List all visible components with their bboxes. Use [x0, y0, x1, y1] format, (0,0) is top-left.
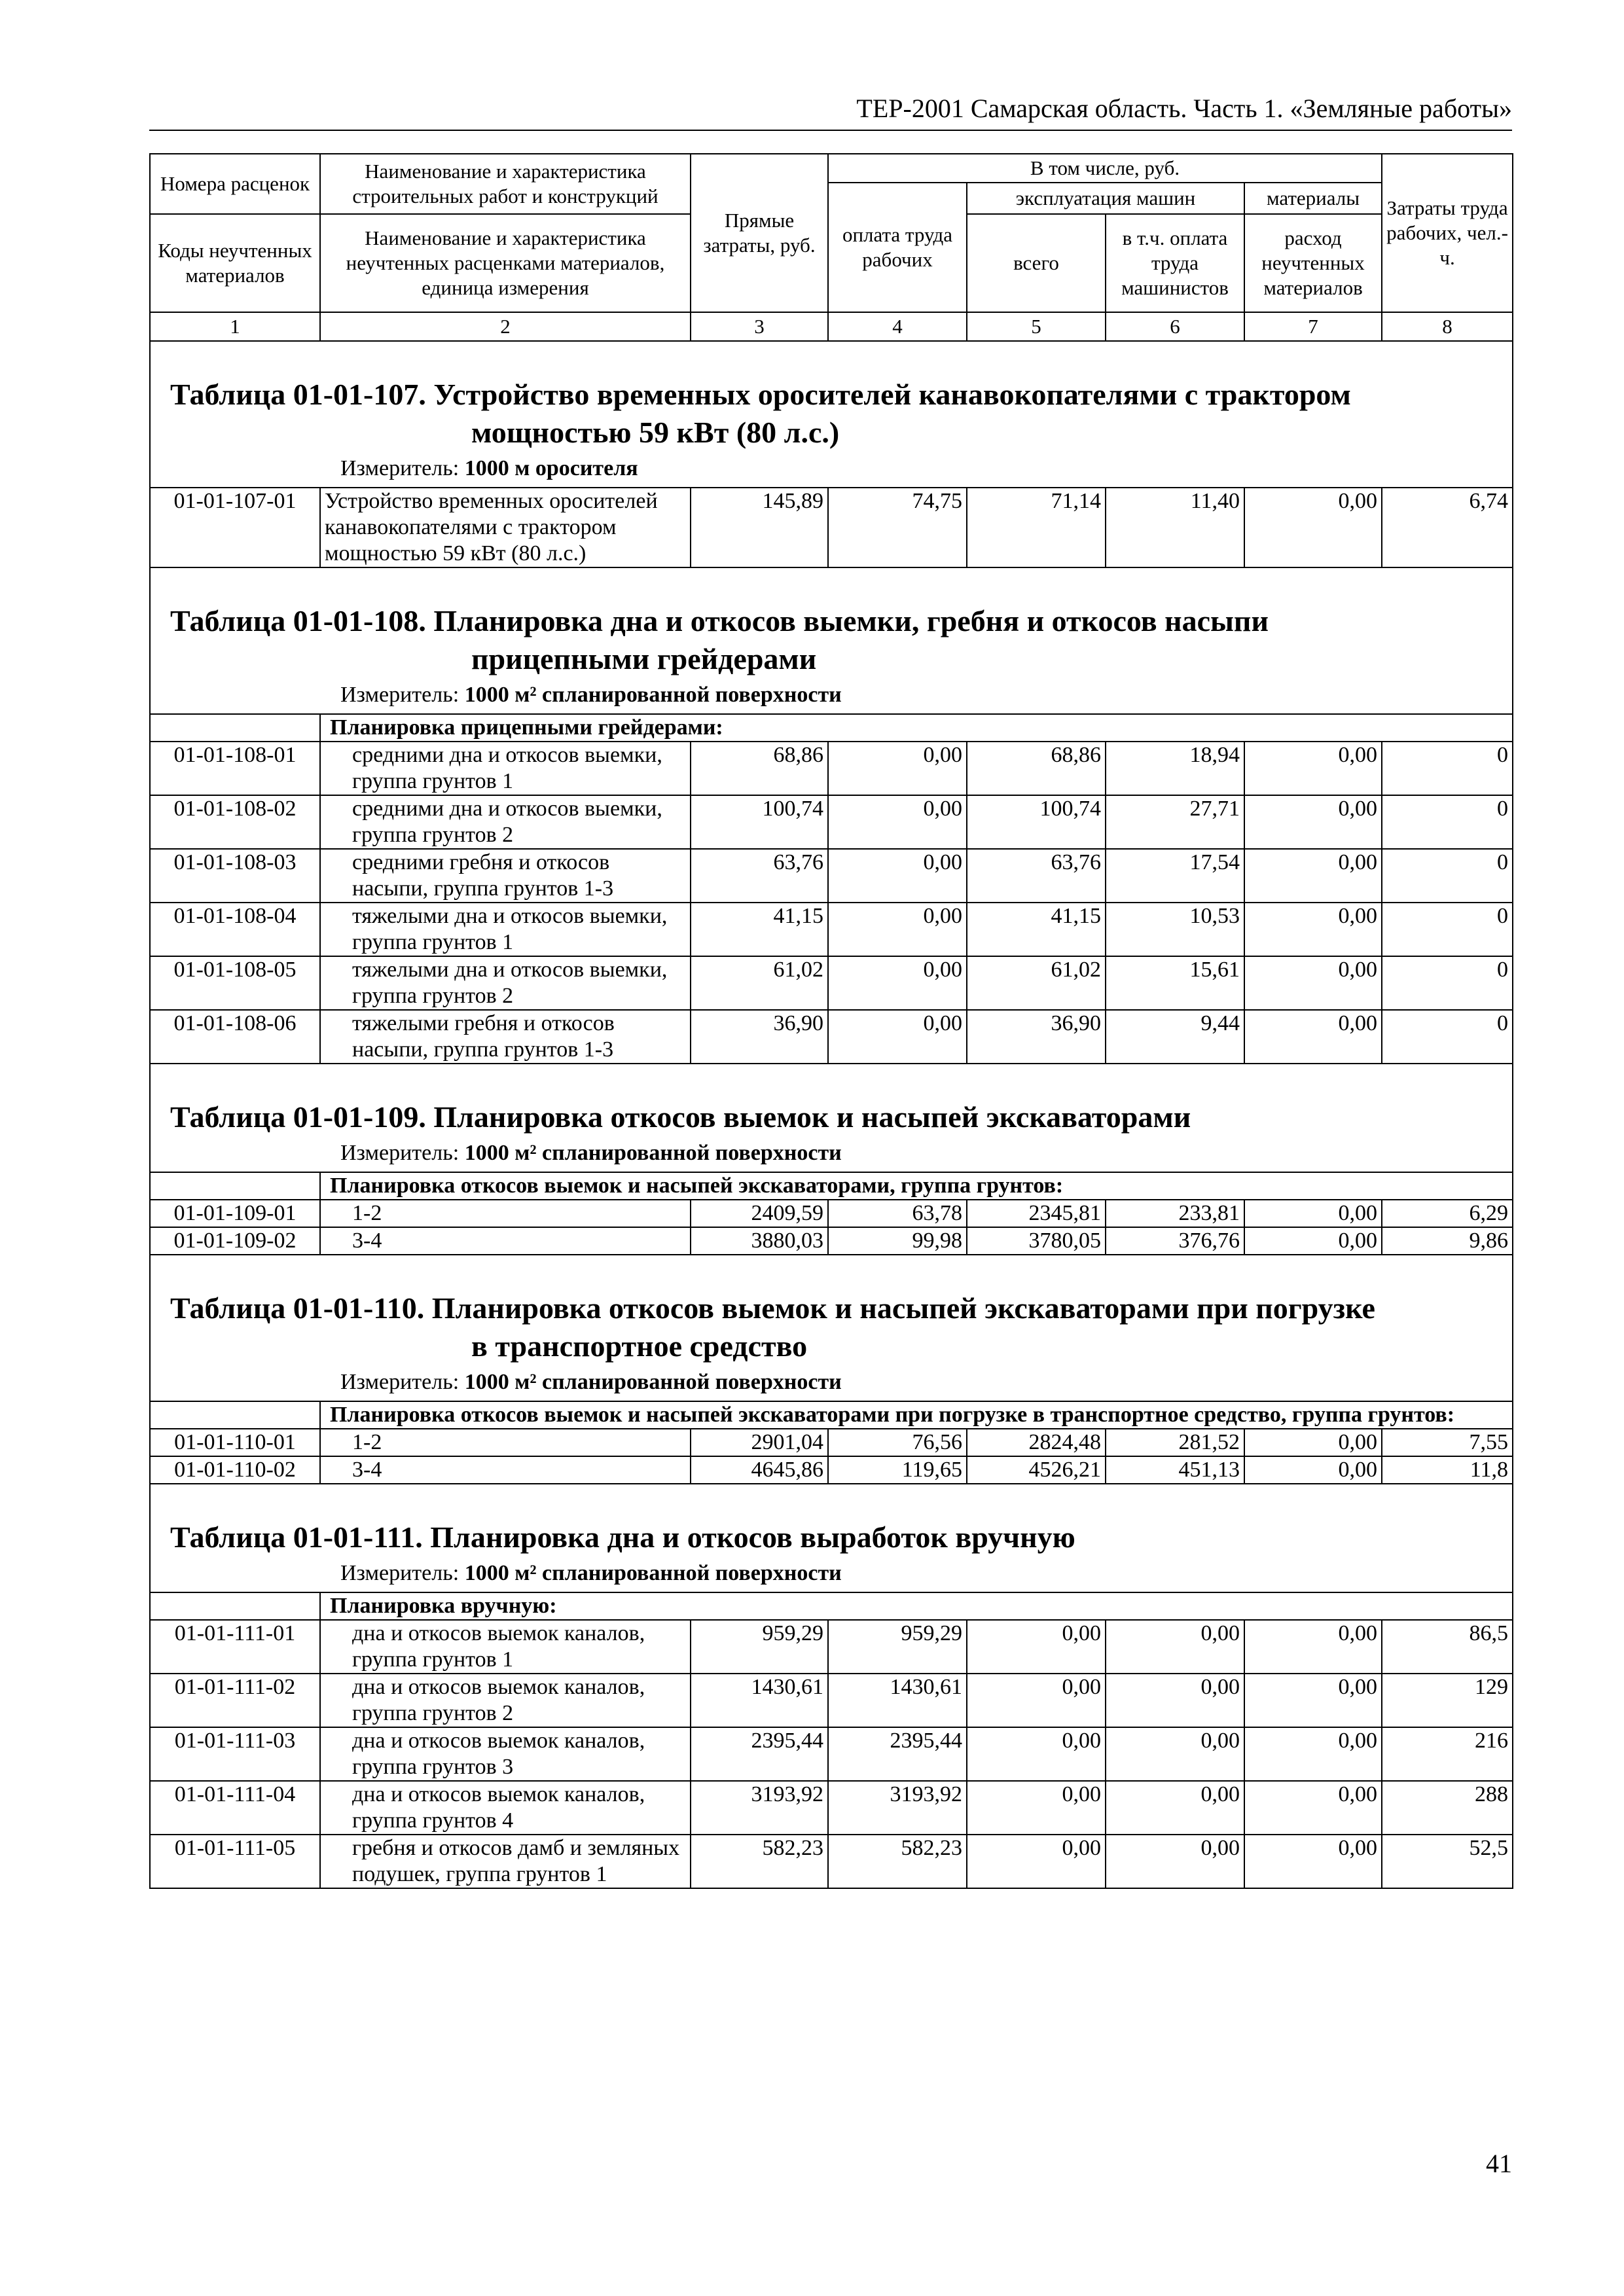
unit-value: 1000 м² спланированной поверхности	[464, 1141, 842, 1165]
value-c5: 0,00	[967, 1674, 1106, 1727]
section-header	[150, 341, 1513, 488]
value-c6: 18,94	[1106, 742, 1244, 795]
value-c4: 63,78	[828, 1200, 967, 1227]
work-description: 3-4	[320, 1456, 691, 1484]
value-c8: 0	[1382, 795, 1513, 849]
table-row	[150, 1781, 1513, 1835]
group-label: Планировка откосов выемок и насыпей экскаваторами при погрузке в транспортное средство, группа грунтов:	[320, 1401, 1513, 1429]
rate-code: 01-01-108-03	[150, 849, 320, 903]
rate-code: 01-01-111-01	[150, 1620, 320, 1674]
value-c5: 61,02	[967, 956, 1106, 1010]
value-c7: 0,00	[1244, 849, 1382, 903]
included-header: В том числе, руб.	[828, 154, 1382, 183]
group-row	[150, 1592, 1513, 1620]
value-c5: 71,14	[967, 488, 1106, 567]
value-c5: 63,76	[967, 849, 1106, 903]
section-title-continuation: прицепными грейдерами	[471, 642, 817, 675]
value-c8: 0	[1382, 849, 1513, 903]
value-c3: 145,89	[691, 488, 828, 567]
value-c5: 0,00	[967, 1727, 1106, 1781]
value-c7: 0,00	[1244, 903, 1382, 956]
work-description: дна и откосов выемок каналов, группа грунтов 2	[320, 1674, 691, 1727]
value-c7: 0,00	[1244, 1835, 1382, 1888]
col1-header-bottom: Коды неучтенных материалов	[150, 214, 320, 312]
value-c4: 0,00	[828, 742, 967, 795]
value-c6: 10,53	[1106, 903, 1244, 956]
value-c7: 0,00	[1244, 1456, 1382, 1484]
col8-header: Затраты труда рабочих, чел.-ч.	[1382, 154, 1513, 312]
section-title-text: Таблица 01-01-107. Устройство временных оросителей канавокопателями с трактором	[170, 378, 1351, 411]
group-label: Планировка откосов выемок и насыпей экскаваторами, группа грунтов:	[320, 1172, 1513, 1200]
section-header	[150, 1255, 1513, 1401]
section-title	[154, 1064, 1508, 1136]
value-c4: 3193,92	[828, 1781, 967, 1835]
table-header	[150, 154, 1513, 341]
value-c8: 216	[1382, 1727, 1513, 1781]
value-c8: 0	[1382, 956, 1513, 1010]
group-row	[150, 714, 1513, 742]
value-c6: 17,54	[1106, 849, 1244, 903]
table-row	[150, 795, 1513, 849]
value-c4: 76,56	[828, 1429, 967, 1456]
value-c3: 3193,92	[691, 1781, 828, 1835]
value-c4: 959,29	[828, 1620, 967, 1674]
table-row	[150, 903, 1513, 956]
table-row	[150, 1010, 1513, 1064]
value-c4: 0,00	[828, 1010, 967, 1064]
table-row	[150, 1835, 1513, 1888]
work-description: тяжелыми гребня и откосов насыпи, группа грунтов 1-3	[320, 1010, 691, 1064]
value-c6: 27,71	[1106, 795, 1244, 849]
value-c4: 119,65	[828, 1456, 967, 1484]
rate-code: 01-01-110-01	[150, 1429, 320, 1456]
table-row	[150, 1227, 1513, 1255]
value-c8: 9,86	[1382, 1227, 1513, 1255]
section-title-continuation: мощностью 59 кВт (80 л.с.)	[471, 416, 840, 449]
value-c7: 0,00	[1244, 742, 1382, 795]
group-row-empty	[150, 714, 320, 742]
work-description: тяжелыми дна и откосов выемки, группа грунтов 2	[320, 956, 691, 1010]
unit-label: Измеритель:	[340, 456, 465, 480]
value-c6: 376,76	[1106, 1227, 1244, 1255]
section-unit	[154, 1556, 1508, 1592]
section-header	[150, 1064, 1513, 1172]
work-description: дна и откосов выемок каналов, группа грунтов 1	[320, 1620, 691, 1674]
value-c8: 0	[1382, 903, 1513, 956]
section-header-cell	[150, 567, 1513, 714]
section-header-cell	[150, 1064, 1513, 1172]
col6-header: в т.ч. оплата труда машинистов	[1106, 214, 1244, 312]
value-c7: 0,00	[1244, 1620, 1382, 1674]
col-number: 1	[150, 312, 320, 341]
value-c7: 0,00	[1244, 1200, 1382, 1227]
section-header	[150, 567, 1513, 714]
col5-header: всего	[967, 214, 1106, 312]
work-description: дна и откосов выемок каналов, группа грунтов 4	[320, 1781, 691, 1835]
value-c5: 68,86	[967, 742, 1106, 795]
rate-code: 01-01-108-06	[150, 1010, 320, 1064]
unit-label: Измеритель:	[340, 1561, 465, 1585]
section-title-text: Таблица 01-01-109. Планировка откосов выемок и насыпей экскаваторами	[170, 1100, 1191, 1134]
work-description: Устройство временных оросителей канавокопателями с трактором мощностью 59 кВт (80 л.с.)	[320, 488, 691, 567]
value-c8: 6,29	[1382, 1200, 1513, 1227]
table-row	[150, 1429, 1513, 1456]
section-unit	[154, 452, 1508, 487]
table-row	[150, 1620, 1513, 1674]
value-c5: 0,00	[967, 1835, 1106, 1888]
value-c8: 0	[1382, 1010, 1513, 1064]
unit-value: 1000 м² спланированной поверхности	[464, 1561, 842, 1585]
value-c7: 0,00	[1244, 956, 1382, 1010]
work-description: дна и откосов выемок каналов, группа грунтов 3	[320, 1727, 691, 1781]
value-c6: 0,00	[1106, 1727, 1244, 1781]
unit-label: Измеритель:	[340, 1370, 465, 1394]
value-c4: 582,23	[828, 1835, 967, 1888]
machines-header: эксплуатация машин	[967, 183, 1244, 214]
work-description: 3-4	[320, 1227, 691, 1255]
value-c5: 41,15	[967, 903, 1106, 956]
rate-code: 01-01-111-05	[150, 1835, 320, 1888]
col2-header-bottom: Наименование и характеристика неучтенных расценками материалов, единица измерения	[320, 214, 691, 312]
value-c8: 11,8	[1382, 1456, 1513, 1484]
value-c3: 2901,04	[691, 1429, 828, 1456]
table-row	[150, 488, 1513, 567]
value-c3: 100,74	[691, 795, 828, 849]
col-number: 8	[1382, 312, 1513, 341]
page-header: ТЕР-2001 Самарская область. Часть 1. «Земляные работы»	[856, 94, 1512, 123]
group-label: Планировка вручную:	[320, 1592, 1513, 1620]
table-row	[150, 849, 1513, 903]
page-number: 41	[1486, 2149, 1512, 2178]
value-c3: 2409,59	[691, 1200, 828, 1227]
rate-code: 01-01-108-05	[150, 956, 320, 1010]
table-body	[150, 341, 1513, 1888]
work-description: средними гребня и откосов насыпи, группа грунтов 1-3	[320, 849, 691, 903]
table-row	[150, 1456, 1513, 1484]
value-c3: 41,15	[691, 903, 828, 956]
work-description: средними дна и откосов выемки, группа грунтов 2	[320, 795, 691, 849]
rate-code: 01-01-111-02	[150, 1674, 320, 1727]
value-c6: 15,61	[1106, 956, 1244, 1010]
section-header	[150, 1484, 1513, 1592]
col7-header: расход неучтенных материалов	[1244, 214, 1382, 312]
rate-code: 01-01-111-04	[150, 1781, 320, 1835]
section-header-cell	[150, 341, 1513, 488]
value-c6: 0,00	[1106, 1620, 1244, 1674]
col1-header-top: Номера расценок	[150, 154, 320, 214]
materials-header: материалы	[1244, 183, 1382, 214]
value-c3: 4645,86	[691, 1456, 828, 1484]
section-title	[154, 568, 1508, 678]
value-c5: 2345,81	[967, 1200, 1106, 1227]
column-numbers-row	[150, 312, 1513, 341]
col-number: 5	[967, 312, 1106, 341]
value-c6: 233,81	[1106, 1200, 1244, 1227]
rate-code: 01-01-109-01	[150, 1200, 320, 1227]
value-c4: 0,00	[828, 849, 967, 903]
group-row	[150, 1172, 1513, 1200]
table-row	[150, 956, 1513, 1010]
value-c3: 36,90	[691, 1010, 828, 1064]
unit-label: Измеритель:	[340, 1141, 465, 1165]
rate-code: 01-01-108-04	[150, 903, 320, 956]
col-number: 3	[691, 312, 828, 341]
value-c3: 2395,44	[691, 1727, 828, 1781]
value-c5: 4526,21	[967, 1456, 1106, 1484]
rate-code: 01-01-110-02	[150, 1456, 320, 1484]
group-row-empty	[150, 1172, 320, 1200]
value-c3: 582,23	[691, 1835, 828, 1888]
value-c6: 451,13	[1106, 1456, 1244, 1484]
value-c3: 959,29	[691, 1620, 828, 1674]
section-title-text: Таблица 01-01-108. Планировка дна и откосов выемки, гребня и откосов насыпи	[170, 604, 1269, 637]
unit-value: 1000 м² спланированной поверхности	[464, 683, 842, 707]
value-c8: 86,5	[1382, 1620, 1513, 1674]
value-c6: 0,00	[1106, 1835, 1244, 1888]
rate-code: 01-01-111-03	[150, 1727, 320, 1781]
work-description: 1-2	[320, 1200, 691, 1227]
section-title	[154, 342, 1508, 452]
section-title	[154, 1484, 1508, 1556]
value-c7: 0,00	[1244, 1781, 1382, 1835]
rate-code: 01-01-108-01	[150, 742, 320, 795]
col-number: 2	[320, 312, 691, 341]
value-c3: 61,02	[691, 956, 828, 1010]
value-c8: 0	[1382, 742, 1513, 795]
value-c7: 0,00	[1244, 795, 1382, 849]
value-c8: 288	[1382, 1781, 1513, 1835]
group-row-empty	[150, 1592, 320, 1620]
value-c8: 129	[1382, 1674, 1513, 1727]
unit-label: Измеритель:	[340, 683, 465, 707]
value-c6: 9,44	[1106, 1010, 1244, 1064]
value-c5: 100,74	[967, 795, 1106, 849]
section-title-continuation: в транспортное средство	[471, 1329, 808, 1363]
value-c7: 0,00	[1244, 1674, 1382, 1727]
value-c8: 6,74	[1382, 488, 1513, 567]
section-header-cell	[150, 1255, 1513, 1401]
value-c6: 11,40	[1106, 488, 1244, 567]
group-label: Планировка прицепными грейдерами:	[320, 714, 1513, 742]
value-c3: 3880,03	[691, 1227, 828, 1255]
value-c6: 0,00	[1106, 1781, 1244, 1835]
value-c8: 7,55	[1382, 1429, 1513, 1456]
unit-value: 1000 м оросителя	[464, 456, 638, 480]
group-row	[150, 1401, 1513, 1429]
value-c7: 0,00	[1244, 1429, 1382, 1456]
value-c4: 2395,44	[828, 1727, 967, 1781]
work-description: средними дна и откосов выемки, группа грунтов 1	[320, 742, 691, 795]
table-row	[150, 1727, 1513, 1781]
col-number: 6	[1106, 312, 1244, 341]
value-c7: 0,00	[1244, 488, 1382, 567]
rate-code: 01-01-109-02	[150, 1227, 320, 1255]
group-row-empty	[150, 1401, 320, 1429]
value-c6: 281,52	[1106, 1429, 1244, 1456]
section-unit	[154, 1136, 1508, 1172]
work-description: гребня и откосов дамб и земляных подушек, группа грунтов 1	[320, 1835, 691, 1888]
value-c7: 0,00	[1244, 1727, 1382, 1781]
value-c4: 1430,61	[828, 1674, 967, 1727]
table-row	[150, 1674, 1513, 1727]
col3-header: Прямые затраты, руб.	[691, 154, 828, 312]
value-c4: 99,98	[828, 1227, 967, 1255]
section-title	[154, 1255, 1508, 1365]
value-c4: 0,00	[828, 956, 967, 1010]
value-c4: 0,00	[828, 903, 967, 956]
rate-code: 01-01-107-01	[150, 488, 320, 567]
col-number: 4	[828, 312, 967, 341]
section-header-cell	[150, 1484, 1513, 1592]
unit-value: 1000 м² спланированной поверхности	[464, 1370, 842, 1394]
rate-code: 01-01-108-02	[150, 795, 320, 849]
col-number: 7	[1244, 312, 1382, 341]
value-c5: 2824,48	[967, 1429, 1106, 1456]
table-row	[150, 742, 1513, 795]
work-description: 1-2	[320, 1429, 691, 1456]
section-unit	[154, 678, 1508, 713]
value-c3: 68,86	[691, 742, 828, 795]
value-c7: 0,00	[1244, 1010, 1382, 1064]
value-c7: 0,00	[1244, 1227, 1382, 1255]
section-title-text: Таблица 01-01-111. Планировка дна и откосов выработок вручную	[170, 1520, 1075, 1554]
section-unit	[154, 1365, 1508, 1401]
value-c3: 63,76	[691, 849, 828, 903]
value-c3: 1430,61	[691, 1674, 828, 1727]
table-row	[150, 1200, 1513, 1227]
header-rule	[149, 130, 1512, 131]
value-c5: 3780,05	[967, 1227, 1106, 1255]
value-c5: 0,00	[967, 1620, 1106, 1674]
value-c5: 0,00	[967, 1781, 1106, 1835]
value-c5: 36,90	[967, 1010, 1106, 1064]
work-description: тяжелыми дна и откосов выемки, группа грунтов 1	[320, 903, 691, 956]
price-table	[149, 153, 1513, 1889]
value-c4: 74,75	[828, 488, 967, 567]
value-c6: 0,00	[1106, 1674, 1244, 1727]
col2-header-top: Наименование и характеристика строительных работ и конструкций	[320, 154, 691, 214]
section-title-text: Таблица 01-01-110. Планировка откосов выемок и насыпей экскаваторами при погрузке	[170, 1291, 1375, 1325]
col4-header: оплата труда рабочих	[828, 183, 967, 312]
value-c8: 52,5	[1382, 1835, 1513, 1888]
value-c4: 0,00	[828, 795, 967, 849]
